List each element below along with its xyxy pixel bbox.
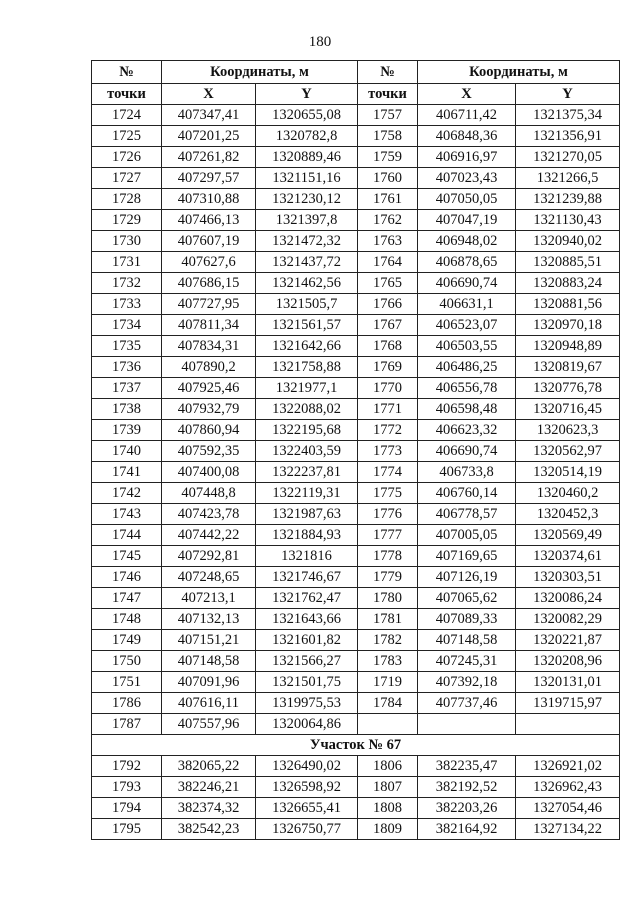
table-cell: 1320940,02: [516, 231, 620, 252]
table-cell: 1809: [358, 819, 418, 840]
table-cell: 1321987,63: [256, 504, 358, 525]
table-cell: 1775: [358, 483, 418, 504]
table-cell: 1768: [358, 336, 418, 357]
table-cell: 1778: [358, 546, 418, 567]
table-cell: 1730: [92, 231, 162, 252]
table-cell: 406598,48: [418, 399, 516, 420]
table-cell: 1729: [92, 210, 162, 231]
table-cell: 1320208,96: [516, 651, 620, 672]
table-cell: 1741: [92, 462, 162, 483]
table-cell: 1728: [92, 189, 162, 210]
table-cell: 1321601,82: [256, 630, 358, 651]
table-cell: 1326962,43: [516, 777, 620, 798]
table-cell: 407860,94: [162, 420, 256, 441]
table-cell: 1807: [358, 777, 418, 798]
table-row: [92, 378, 620, 399]
table-cell: 1322403,59: [256, 441, 358, 462]
table-row: [92, 504, 620, 525]
table-cell: 1321397,8: [256, 210, 358, 231]
table-cell: 1321561,57: [256, 315, 358, 336]
table-cell: 1781: [358, 609, 418, 630]
table-cell: 1780: [358, 588, 418, 609]
table-cell: 1320716,45: [516, 399, 620, 420]
table-cell: 1733: [92, 294, 162, 315]
table-cell: 1742: [92, 483, 162, 504]
table-cell: 1727: [92, 168, 162, 189]
point-number-header: №: [92, 61, 162, 84]
table-cell: 1783: [358, 651, 418, 672]
table-row: [92, 231, 620, 252]
table-row: [92, 672, 620, 693]
table-cell: 407169,65: [418, 546, 516, 567]
table-cell: 1321642,66: [256, 336, 358, 357]
table-cell: 407050,05: [418, 189, 516, 210]
table-cell: 1327134,22: [516, 819, 620, 840]
table-cell: 1793: [92, 777, 162, 798]
table-cell: 406778,57: [418, 504, 516, 525]
table-cell: 1320221,87: [516, 630, 620, 651]
table-cell: 1761: [358, 189, 418, 210]
table-cell: 1786: [92, 693, 162, 714]
table-cell: 1321566,27: [256, 651, 358, 672]
table-cell: 1322119,31: [256, 483, 358, 504]
table-cell: 407310,88: [162, 189, 256, 210]
table-cell: 1740: [92, 441, 162, 462]
table-cell: 1748: [92, 609, 162, 630]
table-cell: 1774: [358, 462, 418, 483]
table-cell: 1763: [358, 231, 418, 252]
table-cell: 1327054,46: [516, 798, 620, 819]
table-cell: 1321505,7: [256, 294, 358, 315]
table-cell: 407065,62: [418, 588, 516, 609]
table-cell: 1321746,67: [256, 567, 358, 588]
table-cell: 1792: [92, 756, 162, 777]
table-cell: 1795: [92, 819, 162, 840]
table-cell: 407245,31: [418, 651, 516, 672]
table-row: [92, 147, 620, 168]
table-cell: 1321884,93: [256, 525, 358, 546]
table-row: [92, 588, 620, 609]
table-cell: 1747: [92, 588, 162, 609]
table-cell: 1764: [358, 252, 418, 273]
table-cell: 406916,97: [418, 147, 516, 168]
coordinates-table: [91, 60, 620, 840]
table-cell: 407047,19: [418, 210, 516, 231]
table-cell: 1321472,32: [256, 231, 358, 252]
table-cell: 382246,21: [162, 777, 256, 798]
table-cell: 382203,26: [418, 798, 516, 819]
table-cell: 1750: [92, 651, 162, 672]
table-cell: 406948,02: [418, 231, 516, 252]
table-cell: 382374,32: [162, 798, 256, 819]
table-cell: 406690,74: [418, 273, 516, 294]
table-cell: 1321356,91: [516, 126, 620, 147]
table-cell: 1760: [358, 168, 418, 189]
table-cell: 1765: [358, 273, 418, 294]
table-cell: 407423,78: [162, 504, 256, 525]
table-row: [92, 210, 620, 231]
table-cell: 407400,08: [162, 462, 256, 483]
table-cell: 1784: [358, 693, 418, 714]
table-cell: 407292,81: [162, 546, 256, 567]
table-cell: 1770: [358, 378, 418, 399]
table-cell: 1320452,3: [516, 504, 620, 525]
table-cell: 382065,22: [162, 756, 256, 777]
table-cell: 1326921,02: [516, 756, 620, 777]
x-header: X: [162, 84, 256, 105]
table-cell: 1769: [358, 357, 418, 378]
table-cell: 407091,96: [162, 672, 256, 693]
table-cell: 407151,21: [162, 630, 256, 651]
table-cell: 1319715,97: [516, 693, 620, 714]
table-cell: 1321816: [256, 546, 358, 567]
table-cell: 406878,65: [418, 252, 516, 273]
table-cell: 1320776,78: [516, 378, 620, 399]
table-cell: 1321762,47: [256, 588, 358, 609]
table-cell: 1749: [92, 630, 162, 651]
table-cell: 407261,82: [162, 147, 256, 168]
table-cell: 1735: [92, 336, 162, 357]
table-cell: 407466,13: [162, 210, 256, 231]
table-cell: 1745: [92, 546, 162, 567]
table-cell: 406631,1: [418, 294, 516, 315]
table-cell: 1767: [358, 315, 418, 336]
table-cell: 1320374,61: [516, 546, 620, 567]
table-cell: 1808: [358, 798, 418, 819]
coordinates-header: Координаты, м: [162, 61, 358, 84]
table-cell: 406523,07: [418, 315, 516, 336]
table-cell: 1321239,88: [516, 189, 620, 210]
table-cell: 407392,18: [418, 672, 516, 693]
table-cell: 407686,15: [162, 273, 256, 294]
table-cell: 382542,23: [162, 819, 256, 840]
table-cell: 1320970,18: [516, 315, 620, 336]
table-cell: 407347,41: [162, 105, 256, 126]
table-cell: 1736: [92, 357, 162, 378]
table-row: [92, 441, 620, 462]
table-row: [92, 189, 620, 210]
point-number-header: №: [358, 61, 418, 84]
table-cell: 1777: [358, 525, 418, 546]
table-cell: 1738: [92, 399, 162, 420]
table-row: [92, 714, 620, 735]
table-cell: 1320883,24: [516, 273, 620, 294]
table-cell: 1320303,51: [516, 567, 620, 588]
table-cell: 1725: [92, 126, 162, 147]
table-cell: 407023,43: [418, 168, 516, 189]
table-cell: 406711,42: [418, 105, 516, 126]
table-cell: 407811,34: [162, 315, 256, 336]
table-cell: 1320782,8: [256, 126, 358, 147]
table-cell: 1806: [358, 756, 418, 777]
x-header: X: [418, 84, 516, 105]
table-row: [92, 105, 620, 126]
table-row: [92, 126, 620, 147]
table-row: [92, 693, 620, 714]
table-cell: 1320460,2: [516, 483, 620, 504]
table-row: [92, 399, 620, 420]
table-cell: 406848,36: [418, 126, 516, 147]
table-cell: 1762: [358, 210, 418, 231]
table-cell: 407932,79: [162, 399, 256, 420]
table-row: [92, 525, 620, 546]
table-cell: 1772: [358, 420, 418, 441]
table-cell: 382164,92: [418, 819, 516, 840]
table-cell: 1746: [92, 567, 162, 588]
table-cell: 1320819,67: [516, 357, 620, 378]
table-cell: 382192,52: [418, 777, 516, 798]
section-title: Участок № 67: [92, 735, 620, 756]
table-row: [92, 609, 620, 630]
table-cell: 1321375,34: [516, 105, 620, 126]
table-cell: 407148,58: [418, 630, 516, 651]
table-cell: 1758: [358, 126, 418, 147]
table-cell: 407557,96: [162, 714, 256, 735]
table-cell: 406486,25: [418, 357, 516, 378]
table-cell: 1321230,12: [256, 189, 358, 210]
table-row: [92, 336, 620, 357]
table-cell: 382235,47: [418, 756, 516, 777]
table-cell: 1320889,46: [256, 147, 358, 168]
table-row: [92, 546, 620, 567]
table-cell: 407126,19: [418, 567, 516, 588]
point-number-subheader: точки: [358, 84, 418, 105]
table-cell: 1743: [92, 504, 162, 525]
table-cell: 1726: [92, 147, 162, 168]
table-cell: 1321977,1: [256, 378, 358, 399]
header-row: [92, 84, 620, 105]
table-cell: 1321462,56: [256, 273, 358, 294]
section-row: [92, 735, 620, 756]
table-cell: 1320131,01: [516, 672, 620, 693]
table-cell: 1776: [358, 504, 418, 525]
table-cell: 407005,05: [418, 525, 516, 546]
table-cell: 407727,95: [162, 294, 256, 315]
table-cell: 1771: [358, 399, 418, 420]
table-cell: 1759: [358, 147, 418, 168]
table-cell: 406760,14: [418, 483, 516, 504]
table-cell: 407089,33: [418, 609, 516, 630]
table-cell: 407616,11: [162, 693, 256, 714]
table-cell: 407201,25: [162, 126, 256, 147]
table-row: [92, 168, 620, 189]
table-cell: 407132,13: [162, 609, 256, 630]
table-cell: 1787: [92, 714, 162, 735]
table-cell: 406690,74: [418, 441, 516, 462]
table-cell: 1321758,88: [256, 357, 358, 378]
table-cell: 1320514,19: [516, 462, 620, 483]
table-cell: 1320064,86: [256, 714, 358, 735]
table-cell: 1737: [92, 378, 162, 399]
header-row: [92, 61, 620, 84]
table-cell: 1731: [92, 252, 162, 273]
page-number: 180: [308, 34, 332, 50]
coordinates-header: Координаты, м: [418, 61, 620, 84]
table-row: [92, 567, 620, 588]
table-row: [92, 756, 620, 777]
table-row: [92, 315, 620, 336]
table-cell: 407248,65: [162, 567, 256, 588]
table-cell: 406556,78: [418, 378, 516, 399]
table-cell: [516, 714, 620, 735]
table-cell: 1322195,68: [256, 420, 358, 441]
table-cell: 1773: [358, 441, 418, 462]
table-cell: 1326598,92: [256, 777, 358, 798]
table-cell: 1732: [92, 273, 162, 294]
table-cell: 1321643,66: [256, 609, 358, 630]
table-row: [92, 798, 620, 819]
table-cell: 407890,2: [162, 357, 256, 378]
table-cell: 1321501,75: [256, 672, 358, 693]
table-row: [92, 651, 620, 672]
table-cell: 1719: [358, 672, 418, 693]
point-number-subheader: точки: [92, 84, 162, 105]
table-cell: 1794: [92, 798, 162, 819]
table-cell: 1321270,05: [516, 147, 620, 168]
table-cell: 1779: [358, 567, 418, 588]
table-cell: 406503,55: [418, 336, 516, 357]
table-cell: 1326750,77: [256, 819, 358, 840]
table-row: [92, 273, 620, 294]
table-cell: 1320885,51: [516, 252, 620, 273]
table-row: [92, 630, 620, 651]
table-cell: 407297,57: [162, 168, 256, 189]
table-cell: 1320623,3: [516, 420, 620, 441]
table-cell: 1321151,16: [256, 168, 358, 189]
table-row: [92, 420, 620, 441]
table-row: [92, 462, 620, 483]
table-cell: 1322237,81: [256, 462, 358, 483]
table-cell: 1320655,08: [256, 105, 358, 126]
table-cell: 1744: [92, 525, 162, 546]
table-cell: 406733,8: [418, 462, 516, 483]
table-cell: 1322088,02: [256, 399, 358, 420]
table-cell: 1766: [358, 294, 418, 315]
table-cell: 1320881,56: [516, 294, 620, 315]
table-row: [92, 357, 620, 378]
table-row: [92, 294, 620, 315]
table-cell: 1320562,97: [516, 441, 620, 462]
table-cell: 407448,8: [162, 483, 256, 504]
table-cell: 407592,35: [162, 441, 256, 462]
table-cell: 1782: [358, 630, 418, 651]
table-row: [92, 483, 620, 504]
table-cell: 1321266,5: [516, 168, 620, 189]
table-cell: 1739: [92, 420, 162, 441]
table-cell: 1320086,24: [516, 588, 620, 609]
table-cell: 407627,6: [162, 252, 256, 273]
table-cell: 1326490,02: [256, 756, 358, 777]
table-cell: 1319975,53: [256, 693, 358, 714]
table-cell: 407148,58: [162, 651, 256, 672]
table-row: [92, 777, 620, 798]
table-cell: 1321437,72: [256, 252, 358, 273]
table-cell: 407213,1: [162, 588, 256, 609]
table-cell: 1326655,41: [256, 798, 358, 819]
table-cell: 1757: [358, 105, 418, 126]
table-cell: [358, 714, 418, 735]
table-cell: 406623,32: [418, 420, 516, 441]
y-header: Y: [256, 84, 358, 105]
table-cell: 407925,46: [162, 378, 256, 399]
table-cell: 407737,46: [418, 693, 516, 714]
table-row: [92, 252, 620, 273]
table-cell: 1734: [92, 315, 162, 336]
y-header: Y: [516, 84, 620, 105]
table-cell: 407442,22: [162, 525, 256, 546]
table-cell: 1321130,43: [516, 210, 620, 231]
table-cell: 1320569,49: [516, 525, 620, 546]
table-cell: [418, 714, 516, 735]
table-cell: 1320948,89: [516, 336, 620, 357]
table-cell: 1320082,29: [516, 609, 620, 630]
table-cell: 407607,19: [162, 231, 256, 252]
table-cell: 1751: [92, 672, 162, 693]
table-cell: 1724: [92, 105, 162, 126]
table-cell: 407834,31: [162, 336, 256, 357]
table-row: [92, 819, 620, 840]
